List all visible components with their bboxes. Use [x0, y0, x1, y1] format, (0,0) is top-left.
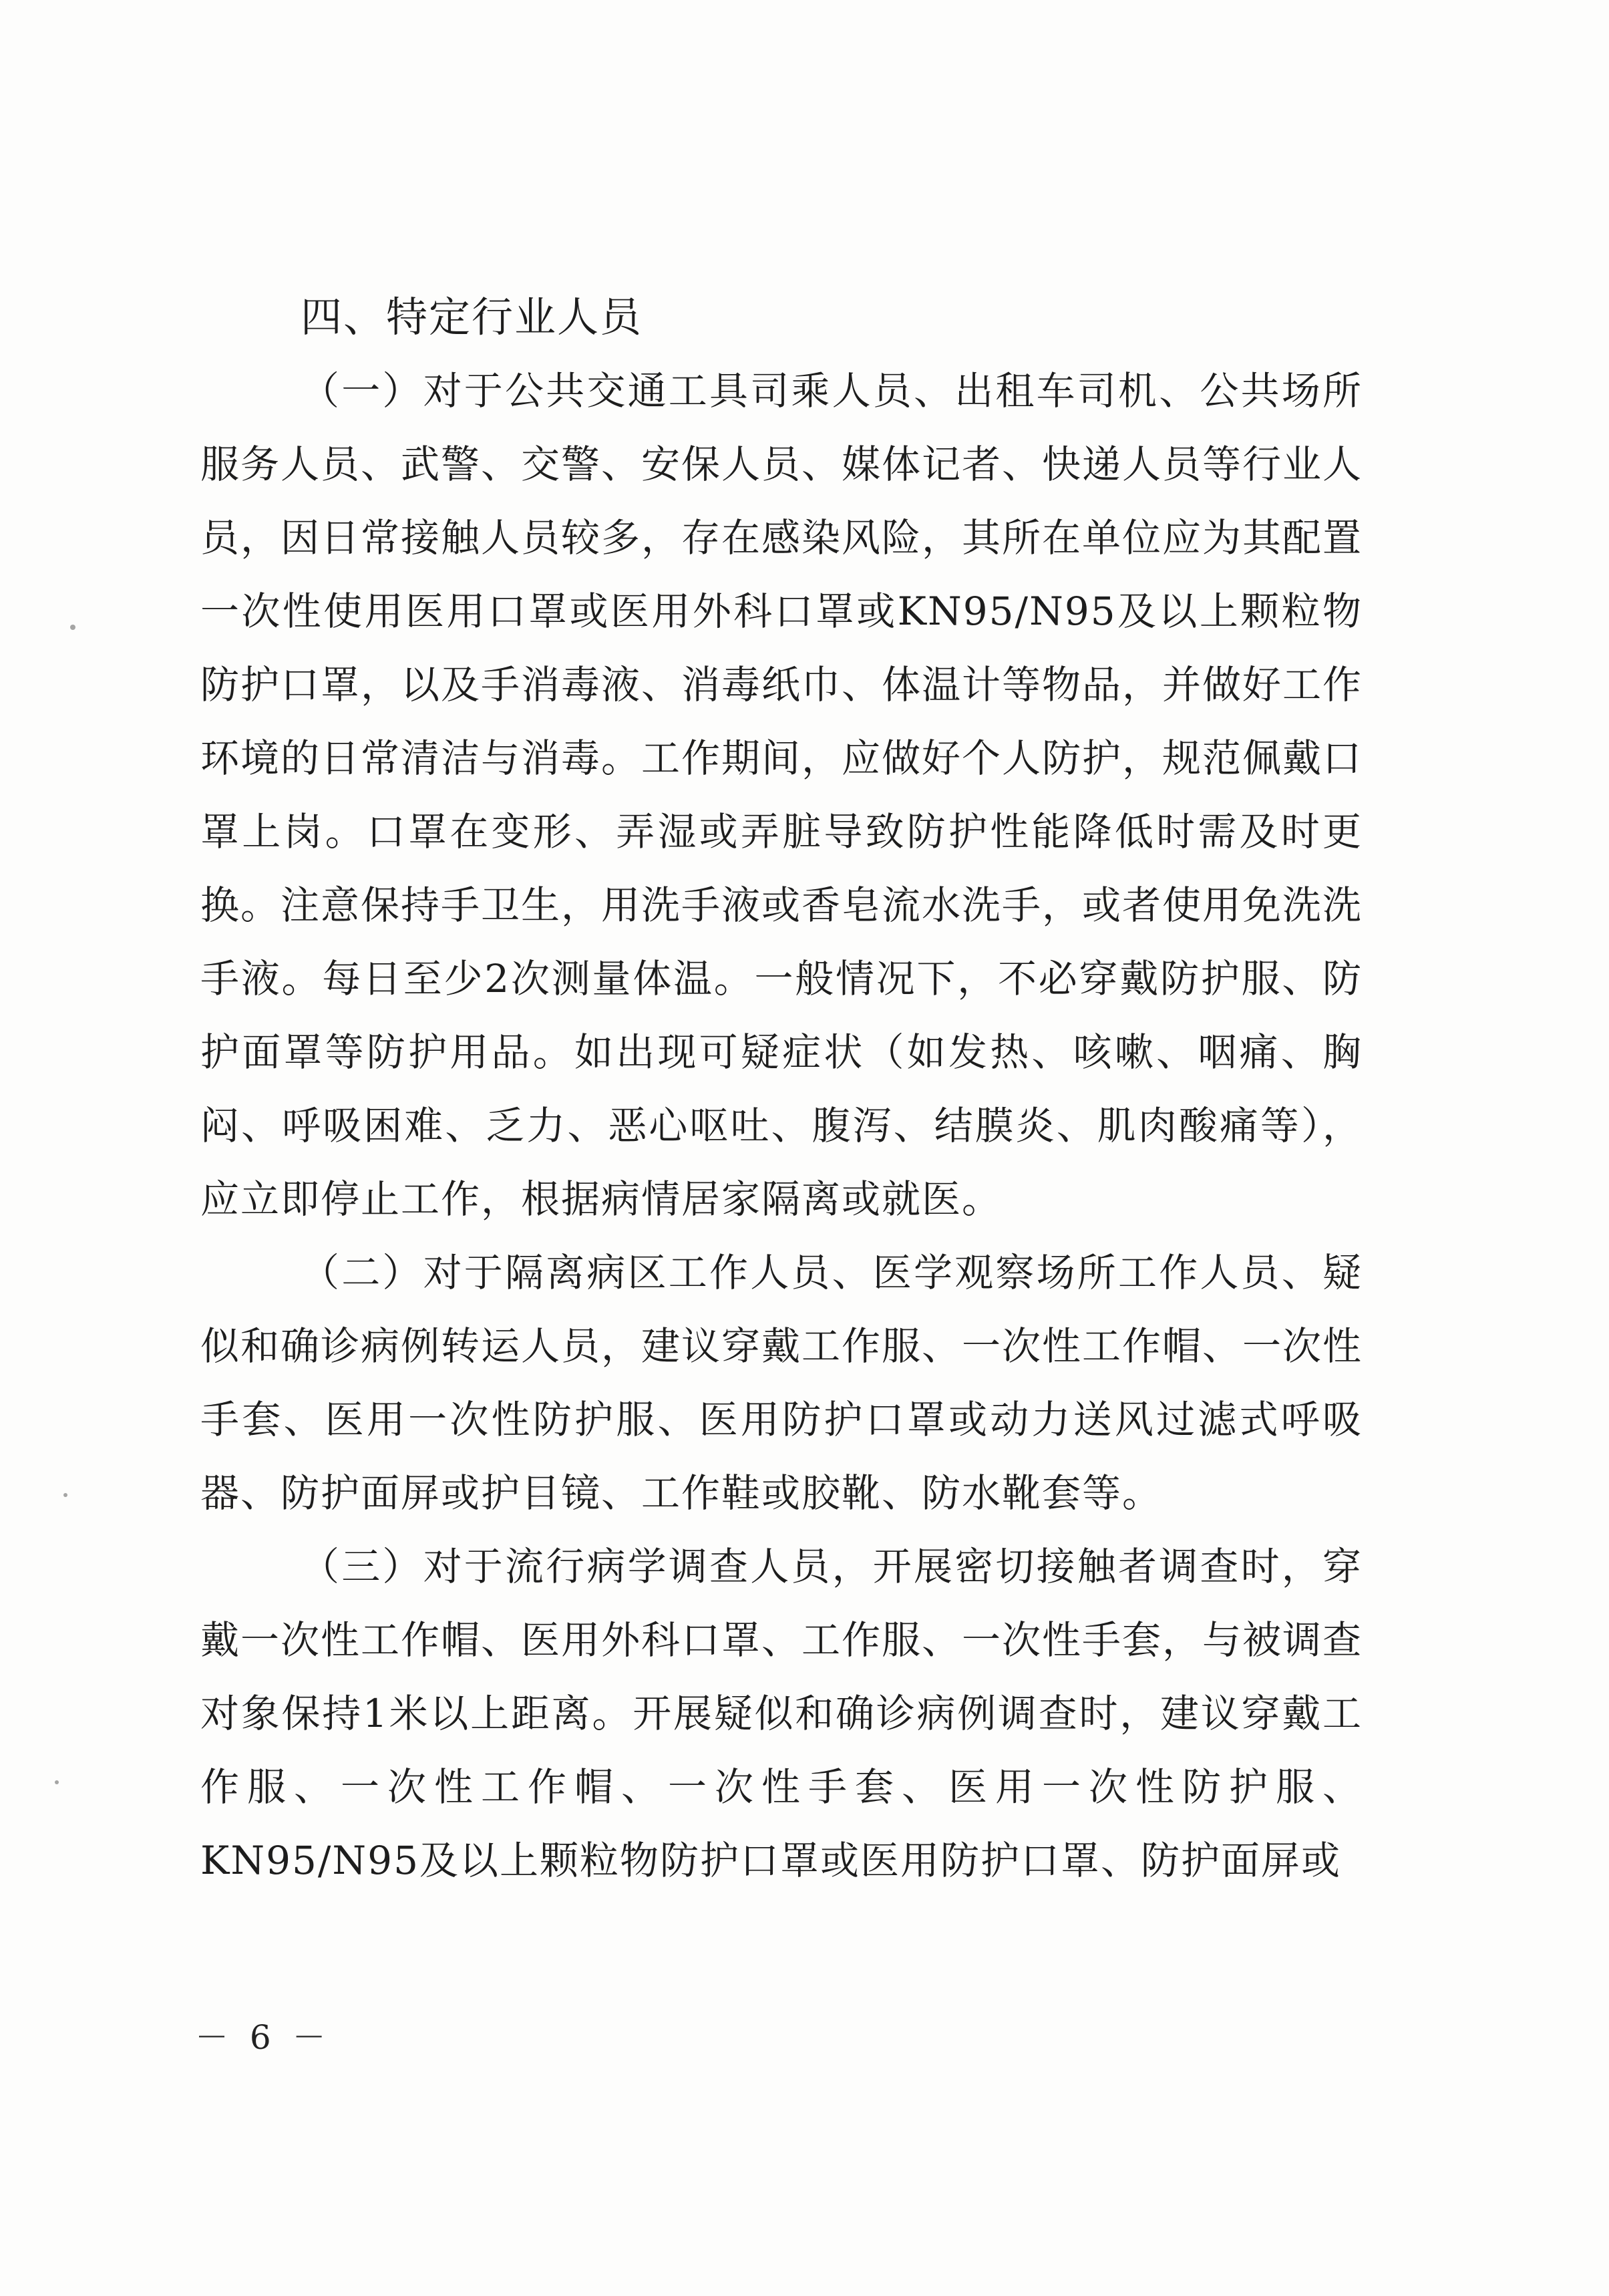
- section-heading: 四、特定行业人员: [301, 293, 643, 341]
- scan-speck: [63, 1493, 67, 1497]
- scan-speck: [70, 625, 75, 630]
- paragraph-3: （三）对于流行病学调查人员，开展密切接触者调查时，穿戴一次性工作帽、医用外科口罩、工作服、一次性手套，与被调查对象保持1米以上距离。开展疑似和确诊病例调查时，建议穿戴工作服、一次性工作帽、一次性手套、医用一次性防护服、KN95/N95及以上颗粒物防护口罩或医用防护口罩、防护面屏或: [200, 1544, 1363, 1883]
- scan-speck: [55, 1780, 59, 1784]
- page-number: － 6 －: [195, 2018, 331, 2057]
- paragraph-2: （二）对于隔离病区工作人员、医学观察场所工作人员、疑似和确诊病例转运人员，建议穿戴工作服、一次性工作帽、一次性手套、医用一次性防护服、医用防护口罩或动力送风过滤式呼吸器、防护面屏或护目镜、工作鞋或胶靴、防水靴套等。: [200, 1250, 1363, 1516]
- document-body: [200, 281, 1363, 1897]
- paragraph-1: （一）对于公共交通工具司乘人员、出租车司机、公共场所服务人员、武警、交警、安保人员、媒体记者、快递人员等行业人员，因日常接触人员较多，存在感染风险，其所在单位应为其配置一次性使用医用口罩或医用外科口罩或KN95/N95及以上颗粒物防护口罩，以及手消毒液、消毒纸巾、体温计等物品，并做好工作环境的日常清洁与消毒。工作期间，应做好个人防护，规范佩戴口罩上岗。口罩在变形、弄湿或弄脏导致防护性能降低时需及时更换。注意保持手卫生，用洗手液或香皂流水洗手，或者使用免洗洗手液。每日至少2次测量体温。一般情况下，不必穿戴防护服、防护面罩等防护用品。如出现可疑症状（如发热、咳嗽、咽痛、胸闷、呼吸困难、乏力、恶心呕吐、腹泻、结膜炎、肌肉酸痛等），应立即停止工作，根据病情居家隔离或就医。: [200, 368, 1363, 1222]
